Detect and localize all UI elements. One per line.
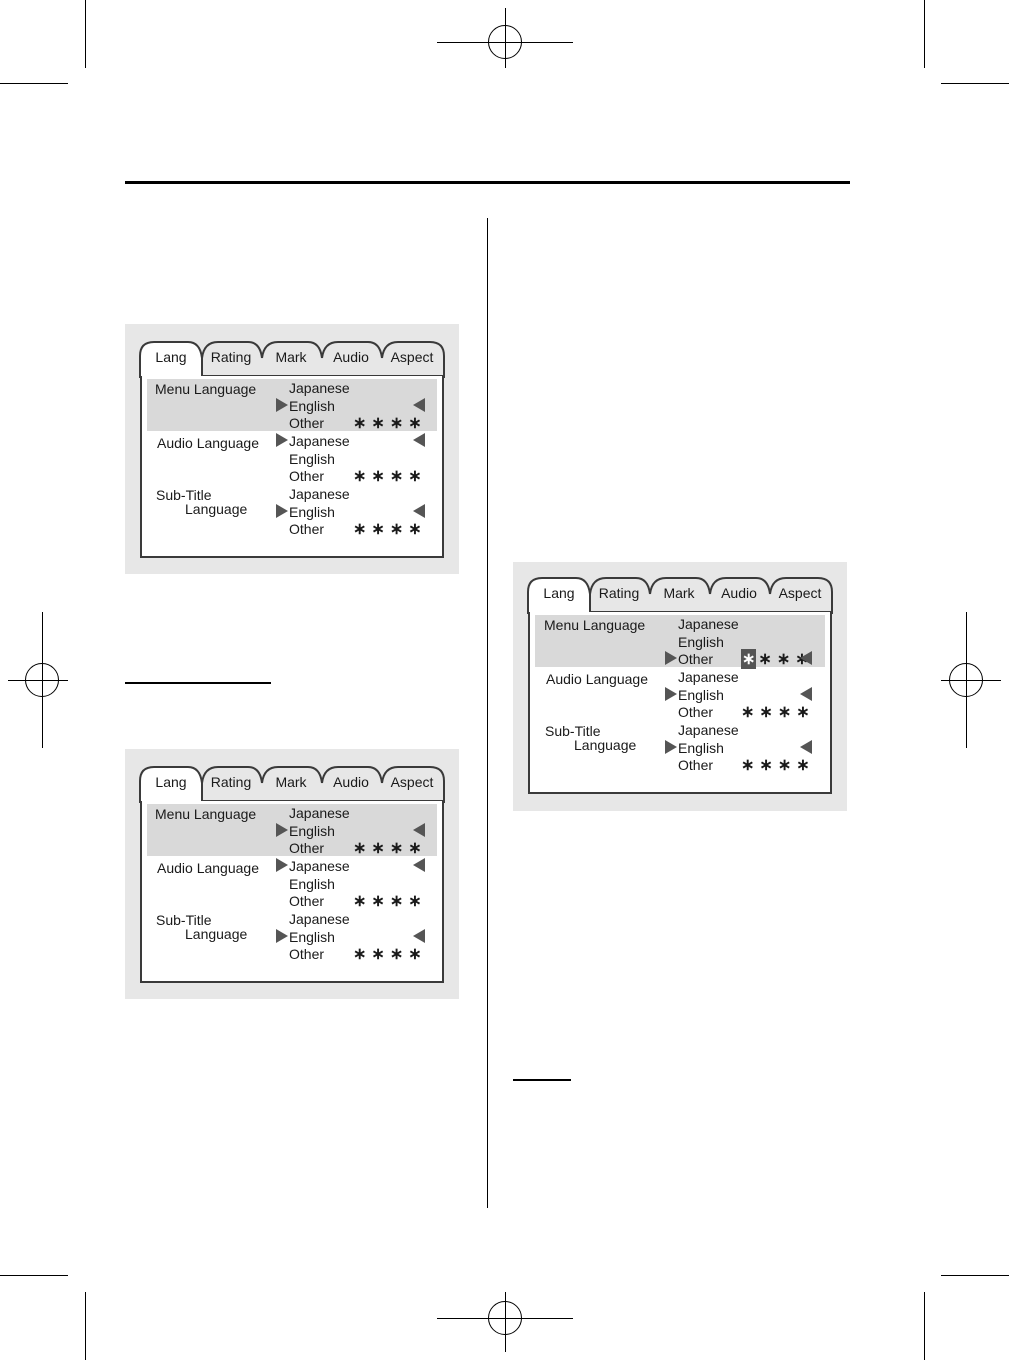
option-other[interactable]: Other — [678, 704, 714, 720]
option-english[interactable]: English — [678, 634, 724, 650]
crop-mark — [924, 1292, 925, 1360]
option-other[interactable]: Other — [678, 651, 714, 667]
section-underline — [125, 682, 271, 684]
option-japanese[interactable]: Japanese — [289, 858, 350, 874]
code-entry-stars: ∗∗∗∗ — [353, 468, 427, 485]
option-japanese[interactable]: Japanese — [289, 380, 350, 396]
selection-arrow-icon — [276, 823, 288, 837]
code-entry-stars: ∗∗∗∗ — [741, 757, 815, 774]
tab-rating[interactable]: Rating — [598, 585, 640, 601]
option-english[interactable]: English — [678, 687, 724, 703]
option-english[interactable]: English — [289, 504, 335, 520]
crop-mark — [0, 83, 68, 84]
option-japanese[interactable]: Japanese — [678, 616, 739, 632]
option-other[interactable]: Other — [289, 893, 325, 909]
option-japanese[interactable]: Japanese — [678, 722, 739, 738]
option-other[interactable]: Other — [678, 757, 714, 773]
lang-menu-screen-1 — [125, 324, 459, 574]
selection-arrow-icon — [276, 433, 288, 447]
option-japanese[interactable]: Japanese — [289, 486, 350, 502]
selection-arrow-icon — [276, 504, 288, 518]
selection-arrow-left-icon — [413, 433, 425, 447]
selection-arrow-left-icon — [413, 823, 425, 837]
option-japanese[interactable]: Japanese — [289, 805, 350, 821]
menu-language-label: Menu Language — [544, 617, 646, 633]
selection-arrow-left-icon — [413, 398, 425, 412]
option-other[interactable]: Other — [289, 468, 325, 484]
option-english[interactable]: English — [678, 740, 724, 756]
registration-mark — [488, 1301, 522, 1335]
subtitle-label-line2: Language — [185, 926, 248, 942]
selection-arrow-left-icon — [413, 504, 425, 518]
crop-mark — [941, 1275, 1009, 1276]
audio-language-label: Audio Language — [546, 671, 648, 687]
cursor-digit: ∗ — [742, 651, 756, 668]
tab-aspect[interactable]: Aspect — [778, 585, 822, 601]
tab-lang[interactable]: Lang — [543, 585, 575, 601]
tab-rating[interactable]: Rating — [210, 349, 252, 365]
tab-aspect[interactable]: Aspect — [390, 349, 434, 365]
tab-audio[interactable]: Audio — [721, 585, 757, 601]
tab-rating[interactable]: Rating — [210, 774, 252, 790]
option-english[interactable]: English — [289, 451, 335, 467]
code-entry-stars-active[interactable]: ∗ ∗∗∗ — [742, 651, 814, 668]
selection-arrow-left-icon — [800, 687, 812, 701]
header-rule — [125, 181, 850, 184]
selection-arrow-icon — [665, 740, 677, 754]
option-japanese[interactable]: Japanese — [289, 911, 350, 927]
menu-language-label: Menu Language — [155, 806, 257, 822]
lang-menu-screen-3 — [513, 562, 847, 811]
registration-mark — [949, 663, 983, 697]
option-english[interactable]: English — [289, 398, 335, 414]
column-divider — [487, 218, 488, 1208]
code-entry-stars: ∗∗∗∗ — [741, 704, 815, 721]
crop-mark — [85, 0, 86, 68]
option-english[interactable]: English — [289, 823, 335, 839]
registration-mark — [488, 25, 522, 59]
crop-mark — [924, 0, 925, 68]
lang-menu-screen-2 — [125, 749, 459, 999]
lang-settings-body — [528, 612, 832, 794]
tab-audio[interactable]: Audio — [333, 774, 369, 790]
crop-mark — [941, 83, 1009, 84]
section-underline — [513, 1079, 571, 1081]
menu-language-label: Menu Language — [155, 381, 257, 397]
registration-mark — [25, 663, 59, 697]
selection-arrow-left-icon — [800, 740, 812, 754]
selection-arrow-left-icon — [413, 858, 425, 872]
code-entry-stars: ∗∗∗∗ — [353, 893, 427, 910]
audio-language-label: Audio Language — [157, 435, 259, 451]
option-other[interactable]: Other — [289, 521, 325, 537]
tab-audio[interactable]: Audio — [333, 349, 369, 365]
selection-arrow-left-icon — [413, 929, 425, 943]
tab-mark[interactable]: Mark — [275, 349, 307, 365]
option-japanese[interactable]: Japanese — [678, 669, 739, 685]
selection-arrow-icon — [276, 858, 288, 872]
tab-lang[interactable]: Lang — [155, 774, 187, 790]
audio-language-label: Audio Language — [157, 860, 259, 876]
tab-lang[interactable]: Lang — [155, 349, 187, 365]
option-other[interactable]: Other — [289, 415, 325, 431]
selection-arrow-left-icon — [800, 651, 812, 665]
code-entry-stars: ∗∗∗∗ — [353, 415, 427, 432]
tab-mark[interactable]: Mark — [663, 585, 695, 601]
lang-settings-body — [140, 801, 444, 983]
option-other[interactable]: Other — [289, 840, 325, 856]
selection-arrow-icon — [665, 651, 677, 665]
crop-mark — [85, 1292, 86, 1360]
subtitle-label: Sub-Title — [156, 487, 212, 503]
selection-arrow-icon — [665, 687, 677, 701]
tab-aspect[interactable]: Aspect — [390, 774, 434, 790]
crop-mark — [0, 1275, 68, 1276]
selection-arrow-icon — [276, 929, 288, 943]
code-entry-stars: ∗∗∗∗ — [353, 946, 427, 963]
option-english[interactable]: English — [289, 876, 335, 892]
option-english[interactable]: English — [289, 929, 335, 945]
subtitle-label: Sub-Title — [545, 723, 601, 739]
subtitle-label-line2: Language — [574, 737, 637, 753]
code-entry-stars: ∗∗∗∗ — [353, 521, 427, 538]
subtitle-label-line2: Language — [185, 501, 248, 517]
option-other[interactable]: Other — [289, 946, 325, 962]
code-entry-stars: ∗∗∗∗ — [353, 840, 427, 857]
option-japanese[interactable]: Japanese — [289, 433, 350, 449]
lang-settings-body — [140, 376, 444, 558]
selection-arrow-icon — [276, 398, 288, 412]
subtitle-label: Sub-Title — [156, 912, 212, 928]
tab-mark[interactable]: Mark — [275, 774, 307, 790]
